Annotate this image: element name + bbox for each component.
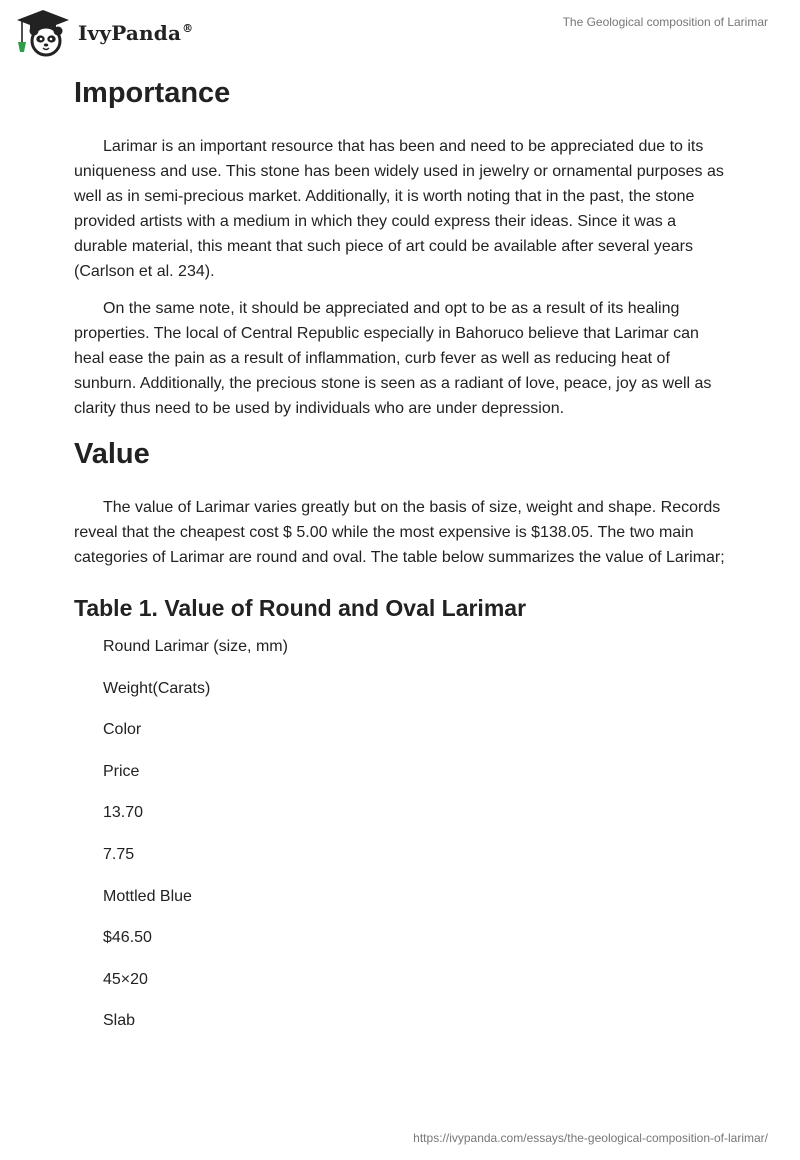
brand-logo[interactable] bbox=[14, 8, 193, 58]
heading-importance: Importance bbox=[74, 77, 231, 109]
table-cell: Price bbox=[103, 762, 140, 780]
panda-graduate-icon bbox=[14, 8, 72, 58]
table-cell: Round Larimar (size, mm) bbox=[103, 638, 288, 655]
table-cell: Mottled Blue bbox=[103, 887, 192, 905]
value-paragraph-1: The value of Larimar varies greatly but on the basis of size, weight and shape. Records reveal that the cheapest cost $ 5.00 while the most expensive is $138.05. The two main categories of Larimar are round and oval. The table below summarizes the value of Larimar; bbox=[74, 499, 725, 566]
table-cell: 13.70 bbox=[103, 804, 144, 822]
registered-mark: ® bbox=[182, 22, 194, 36]
table-cell: $46.50 bbox=[103, 929, 152, 947]
essay-content bbox=[74, 70, 726, 1052]
table-cell: Slab bbox=[103, 1012, 136, 1030]
page-header bbox=[0, 0, 800, 66]
importance-paragraph-1: Larimar is an important resource that has been and need to be appreciated due to its uniqueness and use. This stone has been widely used in jewelry or ornamental purposes as well as in semi-precious market. Additionally, it is worth noting that in the past, the stone provided artists with a medium in which they could express their ideas. Since it was a durable material, this meant that such piece of art could be available after several years (Carlson et al. 234). bbox=[74, 138, 724, 280]
table-cell: 7.75 bbox=[103, 845, 135, 863]
table-title: Table 1. Value of Round and Oval Larimar bbox=[74, 595, 527, 621]
source-url[interactable]: https://ivypanda.com/essays/the-geological-composition-of-larimar/ bbox=[413, 1131, 768, 1145]
heading-value: Value bbox=[74, 438, 150, 470]
table-cell: 45×20 bbox=[103, 970, 148, 988]
document-title: The Geological composition of Larimar bbox=[562, 15, 768, 29]
table-cells bbox=[74, 636, 726, 1032]
table-cell: Weight(Carats) bbox=[103, 679, 211, 697]
importance-paragraph-2: On the same note, it should be appreciated and opt to be as a result of its healing properties. The local of Central Republic especially in Bahoruco believe that Larimar can heal ease the pain as a result of inflammation, curb fever as well as reducing heat of sunburn. Additionally, the precious stone is seen as a radiant of love, peace, joy as well as clarity thus need to be used by individuals who are under depression. bbox=[74, 300, 712, 417]
brand-name: IvyPanda® bbox=[78, 21, 194, 45]
table-cell: Color bbox=[103, 721, 142, 739]
